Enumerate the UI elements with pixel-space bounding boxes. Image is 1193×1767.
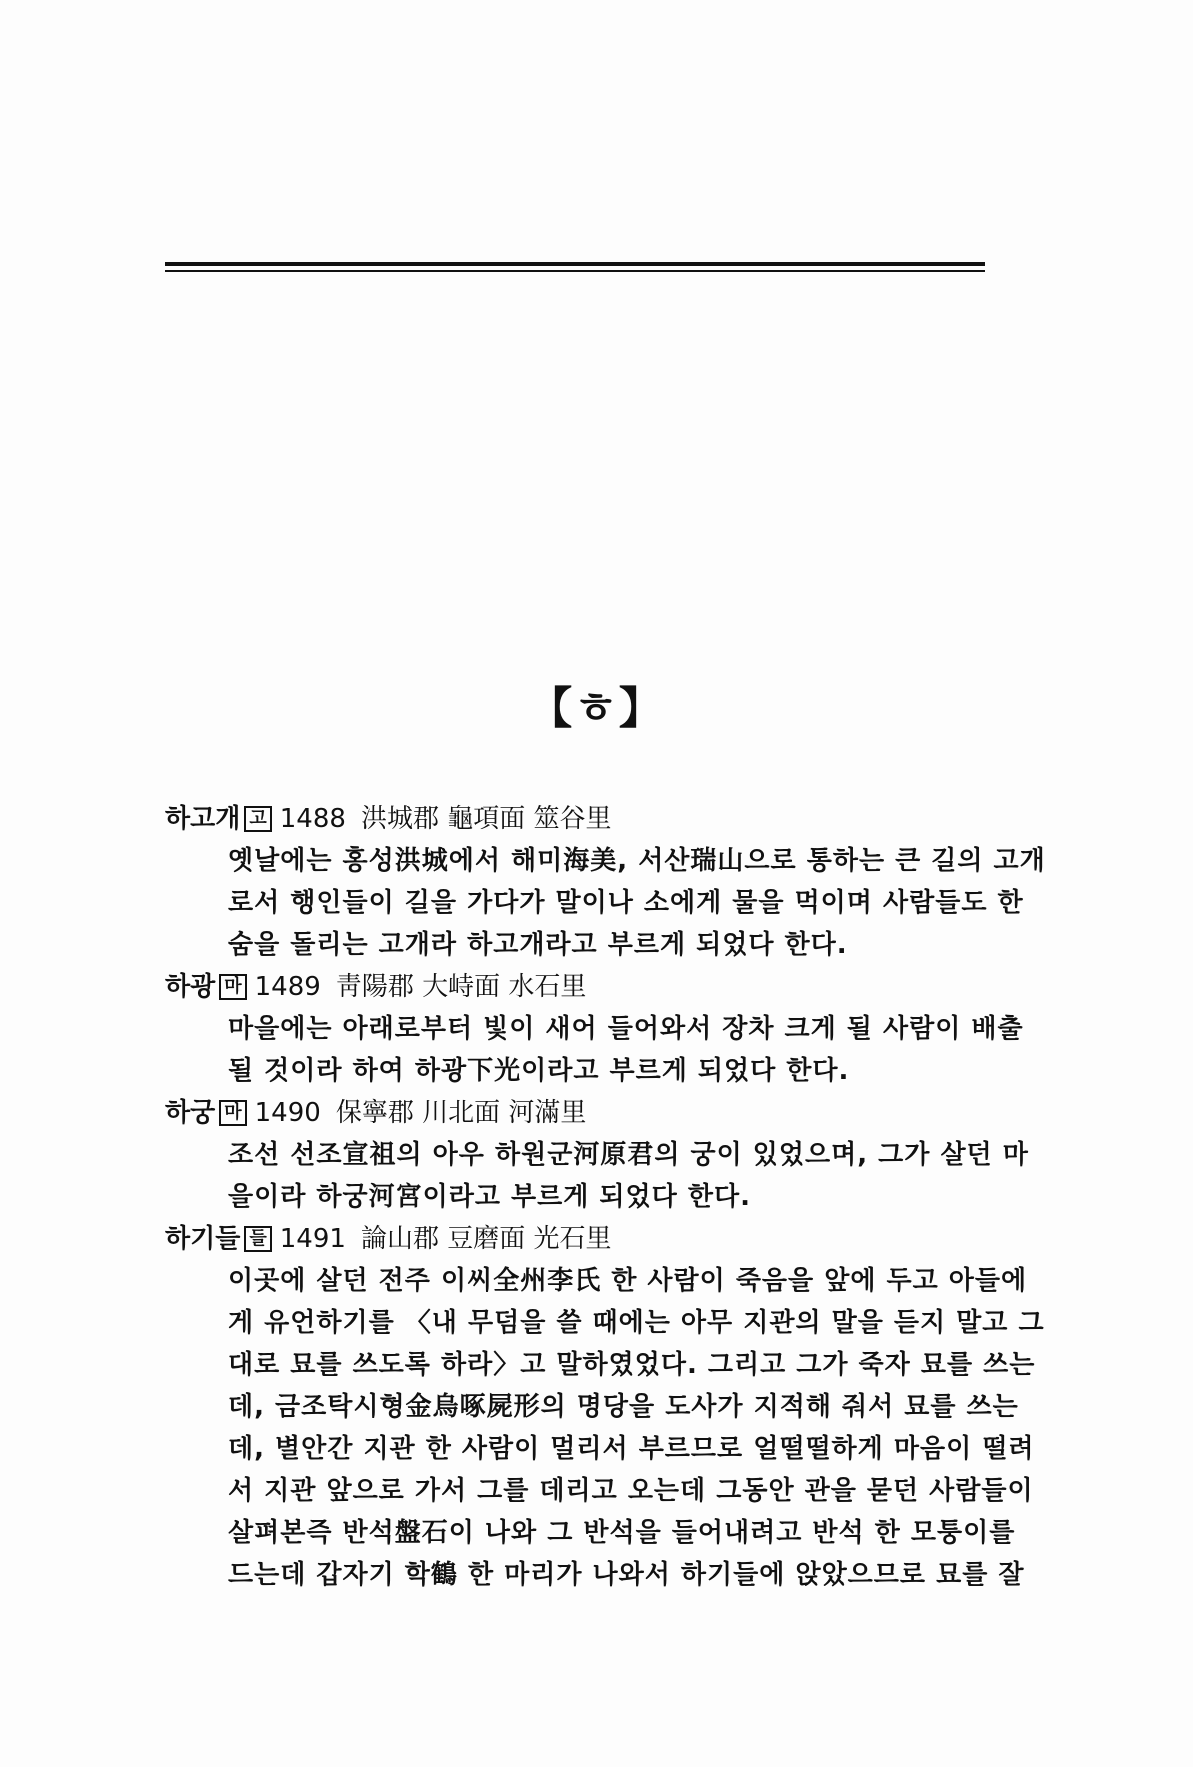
entry-number: 1488 bbox=[279, 804, 346, 834]
body-line: 을이라 하궁河宮이라고 부르게 되었다 한다. bbox=[228, 1182, 751, 1212]
body-line: 대로 묘를 쓰도록 하라〉고 말하였었다. 그리고 그가 죽자 묘를 쓰는 bbox=[228, 1350, 1036, 1380]
entry-number: 1490 bbox=[254, 1098, 321, 1128]
entry-heading bbox=[165, 966, 995, 1008]
section-heading: 【ㅎ】 bbox=[528, 683, 665, 734]
body-line: 마을에는 아래로부터 빛이 새어 들어와서 장차 크게 될 사람이 배출 bbox=[228, 1014, 1024, 1044]
body-line: 로서 행인들이 길을 가다가 말이나 소에게 물을 먹이며 사람들도 한 bbox=[228, 888, 1024, 918]
body-line: 조선 선조宣祖의 아우 하원군河原君의 궁이 있었으며, 그가 살던 마 bbox=[228, 1140, 1029, 1170]
entry bbox=[165, 798, 1046, 966]
entry-name: 하광 bbox=[165, 972, 216, 1002]
entry-name: 하궁 bbox=[165, 1098, 216, 1128]
entry-type-tag: 마 bbox=[219, 1100, 246, 1126]
entry-body bbox=[228, 1260, 1045, 1596]
entry-number: 1491 bbox=[279, 1224, 346, 1254]
entry-type-tag: 마 bbox=[219, 974, 246, 1000]
entry-heading bbox=[165, 1218, 995, 1260]
entry-number: 1489 bbox=[254, 972, 321, 1002]
entry-body bbox=[228, 1008, 1024, 1092]
body-line: 될 것이라 하여 하광下光이라고 부르게 되었다 한다. bbox=[228, 1056, 850, 1086]
entry-location: 靑陽郡 大峙面 水石里 bbox=[335, 972, 587, 1002]
entry-location: 洪城郡 龜項面 筮谷里 bbox=[360, 804, 612, 834]
header-rule-thin bbox=[165, 270, 985, 272]
entry-body bbox=[228, 840, 1046, 966]
body-line: 숨을 돌리는 고개라 하고개라고 부르게 되었다 한다. bbox=[228, 930, 848, 960]
body-line: 옛날에는 홍성洪城에서 해미海美, 서산瑞山으로 통하는 큰 길의 고개 bbox=[228, 846, 1046, 876]
entry-location: 論山郡 豆磨面 光石里 bbox=[360, 1224, 612, 1254]
entry-heading bbox=[165, 1092, 995, 1134]
entry-name: 하기들 bbox=[165, 1224, 241, 1254]
entry bbox=[165, 966, 1024, 1092]
entry-list bbox=[165, 798, 1046, 1596]
entry-name: 하고개 bbox=[165, 804, 241, 834]
body-line: 살펴본즉 반석盤石이 나와 그 반석을 들어내려고 반석 한 모퉁이를 bbox=[228, 1518, 1016, 1548]
body-line: 드는데 갑자기 학鶴 한 마리가 나와서 하기들에 앉았으므로 묘를 잘 bbox=[228, 1560, 1025, 1590]
entry-heading bbox=[165, 798, 995, 840]
entry-body bbox=[228, 1134, 1029, 1218]
entry bbox=[165, 1218, 1045, 1596]
body-line: 게 유언하기를 〈내 무덤을 쓸 때에는 아무 지관의 말을 듣지 말고 그 bbox=[228, 1308, 1045, 1338]
body-line: 이곳에 살던 전주 이씨全州李氏 한 사람이 죽음을 앞에 두고 아들에 bbox=[228, 1266, 1028, 1296]
header-rule-thick bbox=[165, 262, 985, 266]
entry-type-tag: 고 bbox=[244, 806, 271, 832]
entry bbox=[165, 1092, 1029, 1218]
body-line: 데, 금조탁시형金烏啄屍形의 명당을 도사가 지적해 줘서 묘를 쓰는 bbox=[228, 1392, 1019, 1422]
entry-location: 保寧郡 川北面 河滿里 bbox=[335, 1098, 587, 1128]
entry-type-tag: 들 bbox=[244, 1226, 271, 1252]
body-line: 서 지관 앞으로 가서 그를 데리고 오는데 그동안 관을 묻던 사람들이 bbox=[228, 1476, 1034, 1506]
body-line: 데, 별안간 지관 한 사람이 멀리서 부르므로 얼떨떨하게 마음이 떨려 bbox=[228, 1434, 1035, 1464]
